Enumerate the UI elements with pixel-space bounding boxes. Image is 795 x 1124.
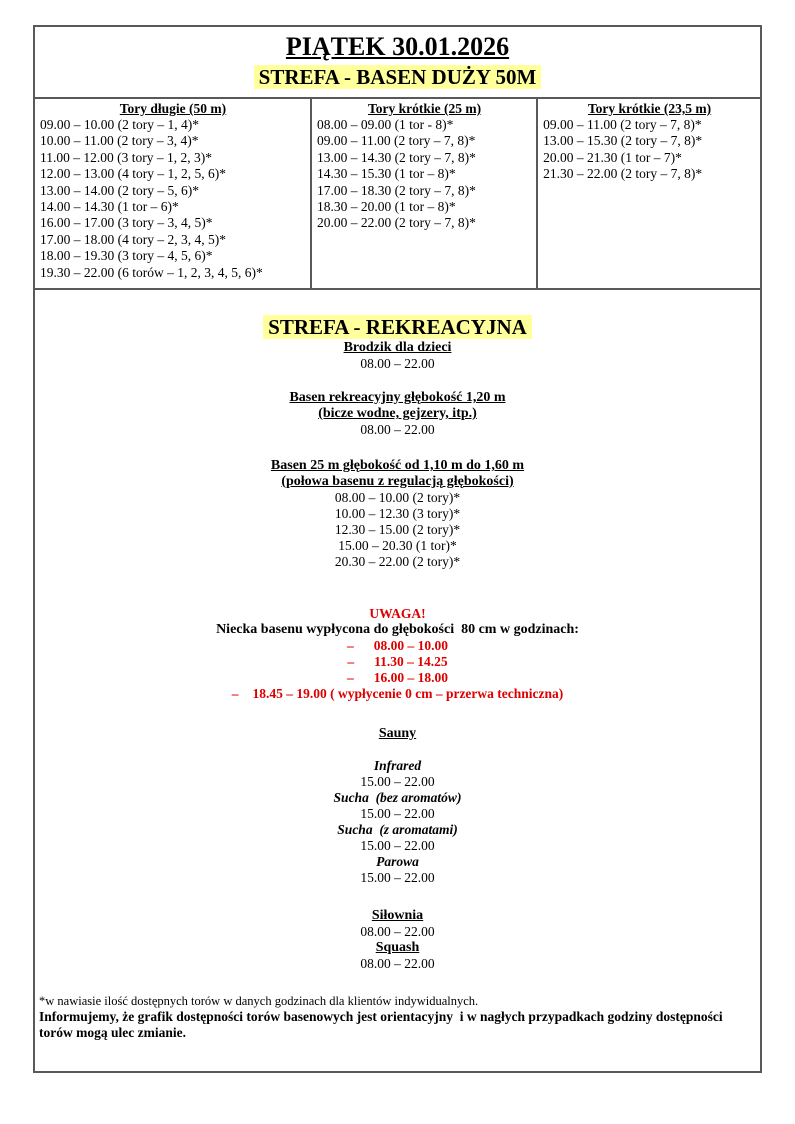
notice-block <box>35 606 760 702</box>
table-column-long-lanes <box>35 99 312 288</box>
table-row: 20.00 – 21.30 (1 tor – 7)* <box>543 149 682 165</box>
notice-item: – 11.30 – 14.25 <box>347 654 448 669</box>
sauna-name: Infrared <box>373 758 422 773</box>
sauna-hours: 15.00 – 22.00 <box>360 870 435 885</box>
notice-item: – 08.00 – 10.00 <box>347 638 448 653</box>
facility-hours: 08.00 – 22.00 <box>360 924 435 939</box>
table-row: 11.00 – 12.00 (3 tory – 1, 2, 3)* <box>40 149 212 165</box>
table-column-short-lanes-235 <box>538 99 760 288</box>
table-column-short-lanes-25 <box>312 99 538 288</box>
column-header: Tory krótkie (23,5 m) <box>587 101 712 116</box>
table-row: 14.00 – 14.30 (1 tor – 6)* <box>40 199 179 215</box>
section-subtitle: (bicze wodne, gejzery, itp.) <box>318 406 477 421</box>
section-brodzik <box>35 340 760 372</box>
schedule-row: 08.00 – 10.00 (2 tory)* <box>334 490 461 505</box>
facilities-block <box>35 908 760 972</box>
section-title: Brodzik dla dzieci <box>343 340 452 355</box>
footnote-asterisk: *w nawiasie ilość dostępnych torów w danych godzinach dla klientów indywidualnych. <box>39 994 479 1008</box>
table-row: 19.30 – 22.00 (6 torów – 1, 2, 3, 4, 5, 6)* <box>40 264 263 280</box>
sauna-title: Sauny <box>378 726 417 741</box>
schedule-row: 15.00 – 20.30 (1 tor)* <box>338 538 457 553</box>
table-row: 17.00 – 18.00 (4 tory – 2, 3, 4, 5)* <box>40 231 226 247</box>
table-row: 13.00 – 15.30 (2 tory – 7, 8)* <box>543 133 703 149</box>
schedule-page <box>33 25 762 1073</box>
sauna-list <box>35 758 760 886</box>
dash: – <box>231 686 239 701</box>
dash: – <box>347 638 354 653</box>
table-row: 17.00 – 18.30 (2 tory – 7, 8)* <box>316 182 476 198</box>
column-header: Tory długie (50 m) <box>119 101 227 116</box>
notice-subtitle: Niecka basenu wypłycona do głębokości 80 cm w godzinach: <box>216 622 579 637</box>
schedule-row: 12.30 – 15.00 (2 tory)* <box>334 522 461 537</box>
zone1-title <box>35 64 760 90</box>
dash: – <box>347 670 354 685</box>
facility-name: Squash <box>375 940 420 955</box>
date-title-text: PIĄTEK 30.01.2026 <box>285 32 510 61</box>
notice-item: – 16.00 – 18.00 <box>347 670 448 685</box>
table-row: 16.00 – 17.00 (3 tory – 3, 4, 5)* <box>40 215 213 231</box>
table-row: 10.00 – 11.00 (2 tory – 3, 4)* <box>40 133 199 149</box>
section-hours: 08.00 – 22.00 <box>360 422 435 437</box>
zone1-title-text: STREFA - BASEN DUŻY 50M <box>254 65 542 89</box>
notice-title: UWAGA! <box>369 606 426 621</box>
table-row: 18.30 – 20.00 (1 tor – 8)* <box>316 199 456 215</box>
column-header: Tory krótkie (25 m) <box>367 101 482 116</box>
table-row: 13.00 – 14.30 (2 tory – 7, 8)* <box>316 149 476 165</box>
footnote-disclaimer: Informujemy, że grafik dostępności torów basenowych jest orientacyjny i w nagłych przypadkach godziny dostępności torów mogą ulec zmianie. <box>39 1009 726 1040</box>
table-row: 18.00 – 19.30 (3 tory – 4, 5, 6)* <box>40 248 213 264</box>
footer-notes <box>39 993 756 1041</box>
section-basen-25m <box>35 458 760 570</box>
schedule-row: 20.30 – 22.00 (2 tory)* <box>334 554 461 569</box>
table-row: 14.30 – 15.30 (1 tor – 8)* <box>316 166 456 182</box>
facility-name: Siłownia <box>371 908 424 923</box>
table-row: 09.00 – 10.00 (2 tory – 1, 4)* <box>40 117 199 132</box>
section-title: Basen 25 m głębokość od 1,10 m do 1,60 m <box>270 458 525 473</box>
page-title <box>35 32 760 62</box>
table-row: 20.00 – 22.00 (2 tory – 7, 8)* <box>316 215 476 231</box>
table-row: 13.00 – 14.00 (2 tory – 5, 6)* <box>40 182 199 198</box>
sauna-hours: 15.00 – 22.00 <box>360 838 435 853</box>
sauna-block <box>35 726 760 886</box>
facility-hours: 08.00 – 22.00 <box>360 956 435 971</box>
notice-item: – 18.45 – 19.00 ( wypłycenie 0 cm – przerwa techniczna) <box>231 686 564 701</box>
sauna-name: Parowa <box>376 854 419 869</box>
section-title: Basen rekreacyjny głębokość 1,20 m <box>289 390 506 405</box>
table-row: 09.00 – 11.00 (2 tory – 7, 8)* <box>316 133 476 149</box>
section-subtitle: (połowa basenu z regulacją głębokości) <box>281 474 514 489</box>
table-row: 12.00 – 13.00 (4 tory – 1, 2, 5, 6)* <box>40 166 226 182</box>
zone2-title-text: STREFA - REKREACYJNA <box>263 315 532 339</box>
table-row: 09.00 – 11.00 (2 tory – 7, 8)* <box>543 117 702 132</box>
dash: – <box>347 654 355 669</box>
section-basen-rekreacyjny <box>35 390 760 438</box>
sauna-name: Sucha (bez aromatów) <box>333 790 462 805</box>
table-row: 08.00 – 09.00 (1 tor - 8)* <box>316 117 454 132</box>
sauna-name: Sucha (z aromatami) <box>337 822 458 837</box>
sauna-hours: 15.00 – 22.00 <box>360 774 435 789</box>
lane-schedule-table <box>35 97 760 290</box>
section-hours: 08.00 – 22.00 <box>360 356 435 371</box>
schedule-row: 10.00 – 12.30 (3 tory)* <box>334 506 461 521</box>
table-row: 21.30 – 22.00 (2 tory – 7, 8)* <box>543 166 703 182</box>
sauna-hours: 15.00 – 22.00 <box>360 806 435 821</box>
zone2-title <box>35 314 760 340</box>
